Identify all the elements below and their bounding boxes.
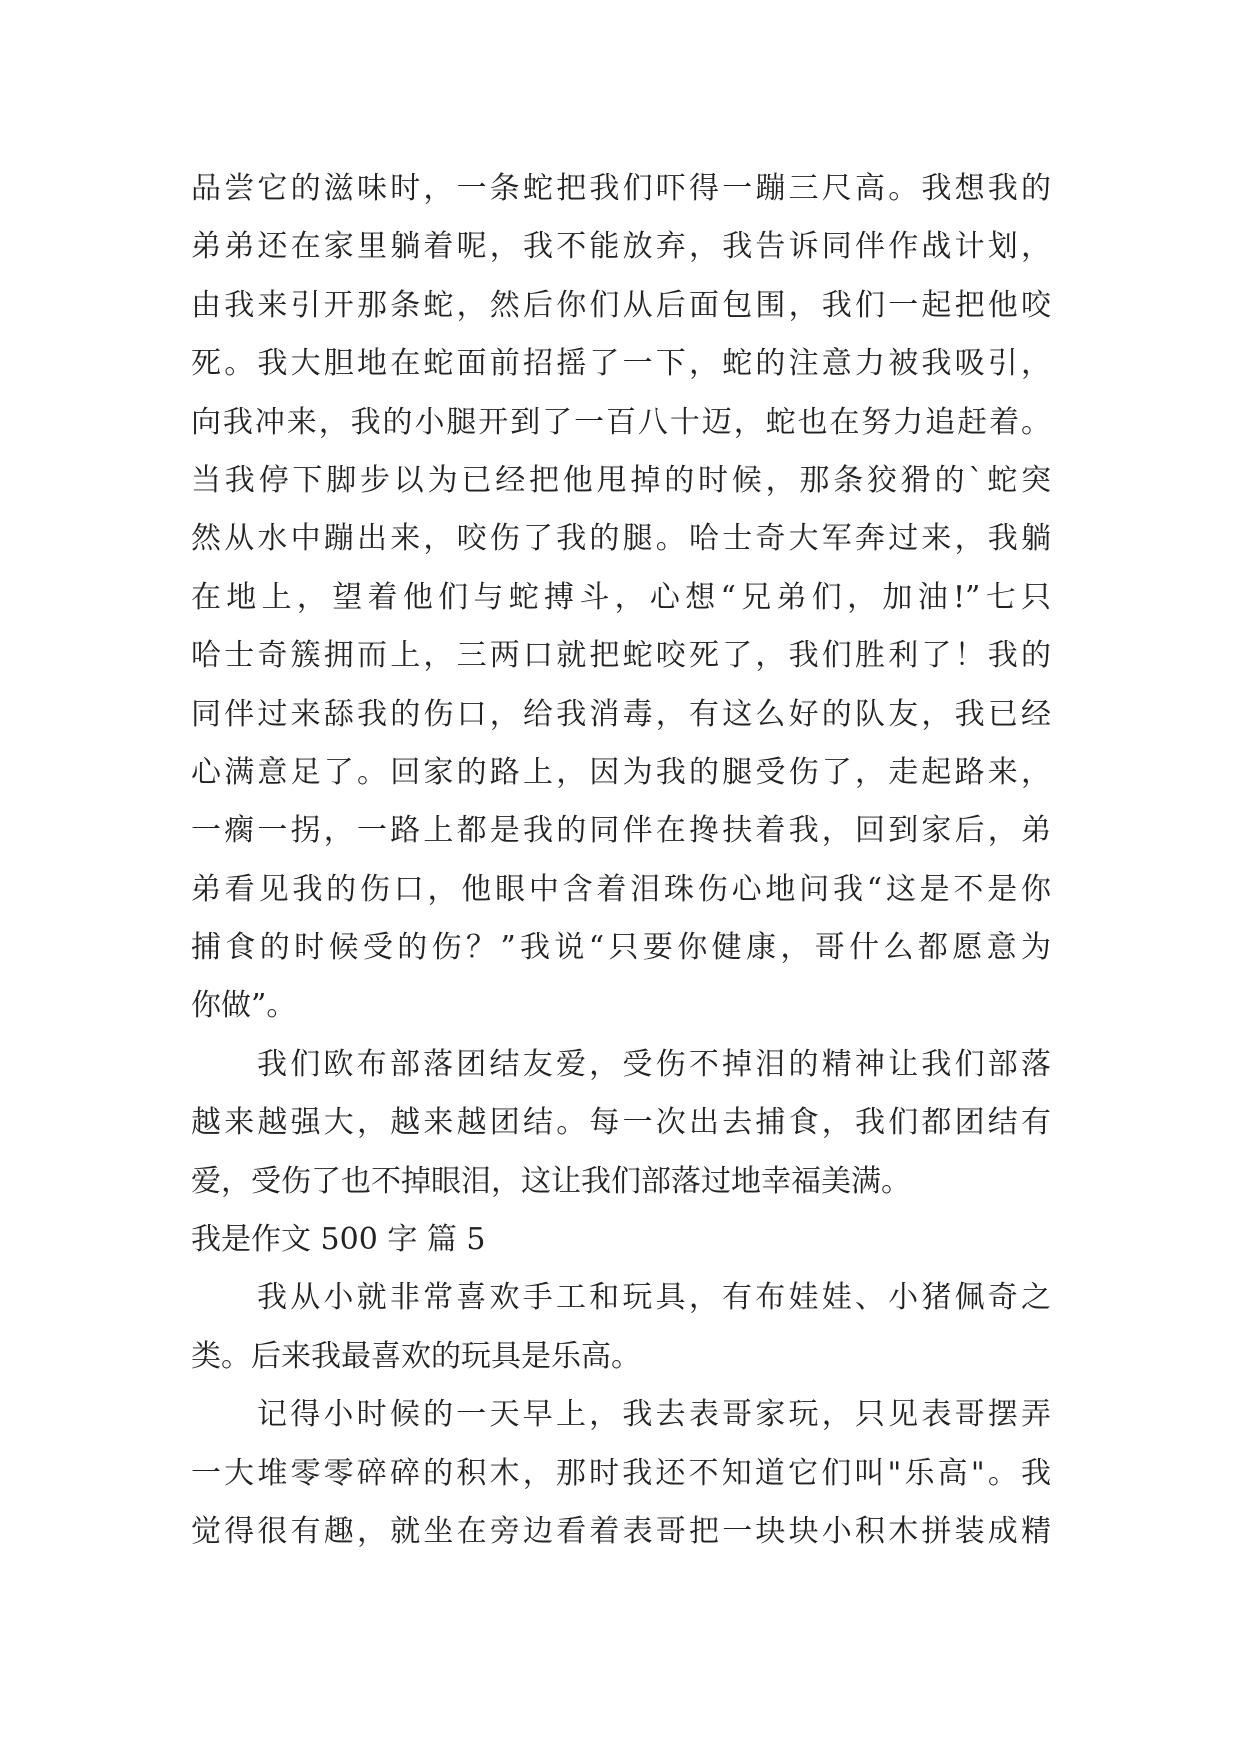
paragraph <box>191 1036 1051 1211</box>
text-line: 记得小时候的一天早上，我去表哥家玩，只见表哥摆弄 <box>257 1397 1051 1433</box>
text-line: 同伴过来舔我的伤口，给我消毒，有这么好的队友，我已经 <box>191 696 1051 732</box>
text-line: 在地上，望着他们与蛇搏斗，心想“兄弟们，加油!”七只 <box>191 579 1051 615</box>
text-line: 哈士奇簇拥而上，三两口就把蛇咬死了，我们胜利了！我的 <box>191 638 1051 674</box>
text-line: 一大堆零零碎碎的积木，那时我还不知道它们叫"乐高"。我 <box>191 1455 1051 1491</box>
text-line: 觉得很有趣，就坐在旁边看着表哥把一块块小积木拼装成精 <box>191 1513 1051 1549</box>
text-line: 一瘸一拐，一路上都是我的同伴在搀扶着我，回到家后，弟 <box>191 813 1051 849</box>
text-line: 品尝它的滋味时，一条蛇把我们吓得一蹦三尺高。我想我的 <box>191 171 1051 206</box>
paragraph <box>191 1386 1051 1561</box>
text-line: 弟弟还在家里躺着呢，我不能放弃，我告诉同伴作战计划， <box>191 229 1051 265</box>
text-line: 我从小就非常喜欢手工和玩具，有布娃娃、小猪佩奇之 <box>257 1280 1051 1316</box>
text-line: 越来越强大，越来越团结。每一次出去捕食，我们都团结有 <box>191 1105 1051 1141</box>
paragraph <box>191 1269 1051 1386</box>
section-heading: 我是作文 500 字 篇 5 <box>191 1222 486 1258</box>
text-line: 类。后来我最喜欢的玩具是乐高。 <box>191 1338 641 1374</box>
text-line: 爱，受伤了也不掉眼泪，这让我们部落过地幸福美满。 <box>191 1163 911 1199</box>
text-line: 心满意足了。回家的路上，因为我的腿受伤了，走起路来， <box>191 754 1051 790</box>
text-line: 当我停下脚步以为已经把他甩掉的时候，那条狡猾的`蛇突 <box>191 462 1051 498</box>
document-page <box>191 160 1051 1561</box>
text-line: 然从水中蹦出来，咬伤了我的腿。哈士奇大军奔过来，我躺 <box>191 521 1051 557</box>
text-line: 由我来引开那条蛇，然后你们从后面包围，我们一起把他咬 <box>191 287 1051 323</box>
text-line: 死。我大胆地在蛇面前招摇了一下，蛇的注意力被我吸引， <box>191 346 1051 382</box>
text-line: 弟看见我的伤口，他眼中含着泪珠伤心地问我“这是不是你 <box>191 871 1051 907</box>
paragraph <box>191 160 1051 1036</box>
text-line: 我们欧布部落团结友爱，受伤不掉泪的精神让我们部落 <box>257 1046 1051 1082</box>
text-line: 向我冲来，我的小腿开到了一百八十迈，蛇也在努力追赶着。 <box>191 404 1051 440</box>
text-line: 捕食的时候受的伤？”我说“只要你健康，哥什么都愿意为 <box>191 930 1051 966</box>
text-line: 你做”。 <box>191 988 297 1024</box>
